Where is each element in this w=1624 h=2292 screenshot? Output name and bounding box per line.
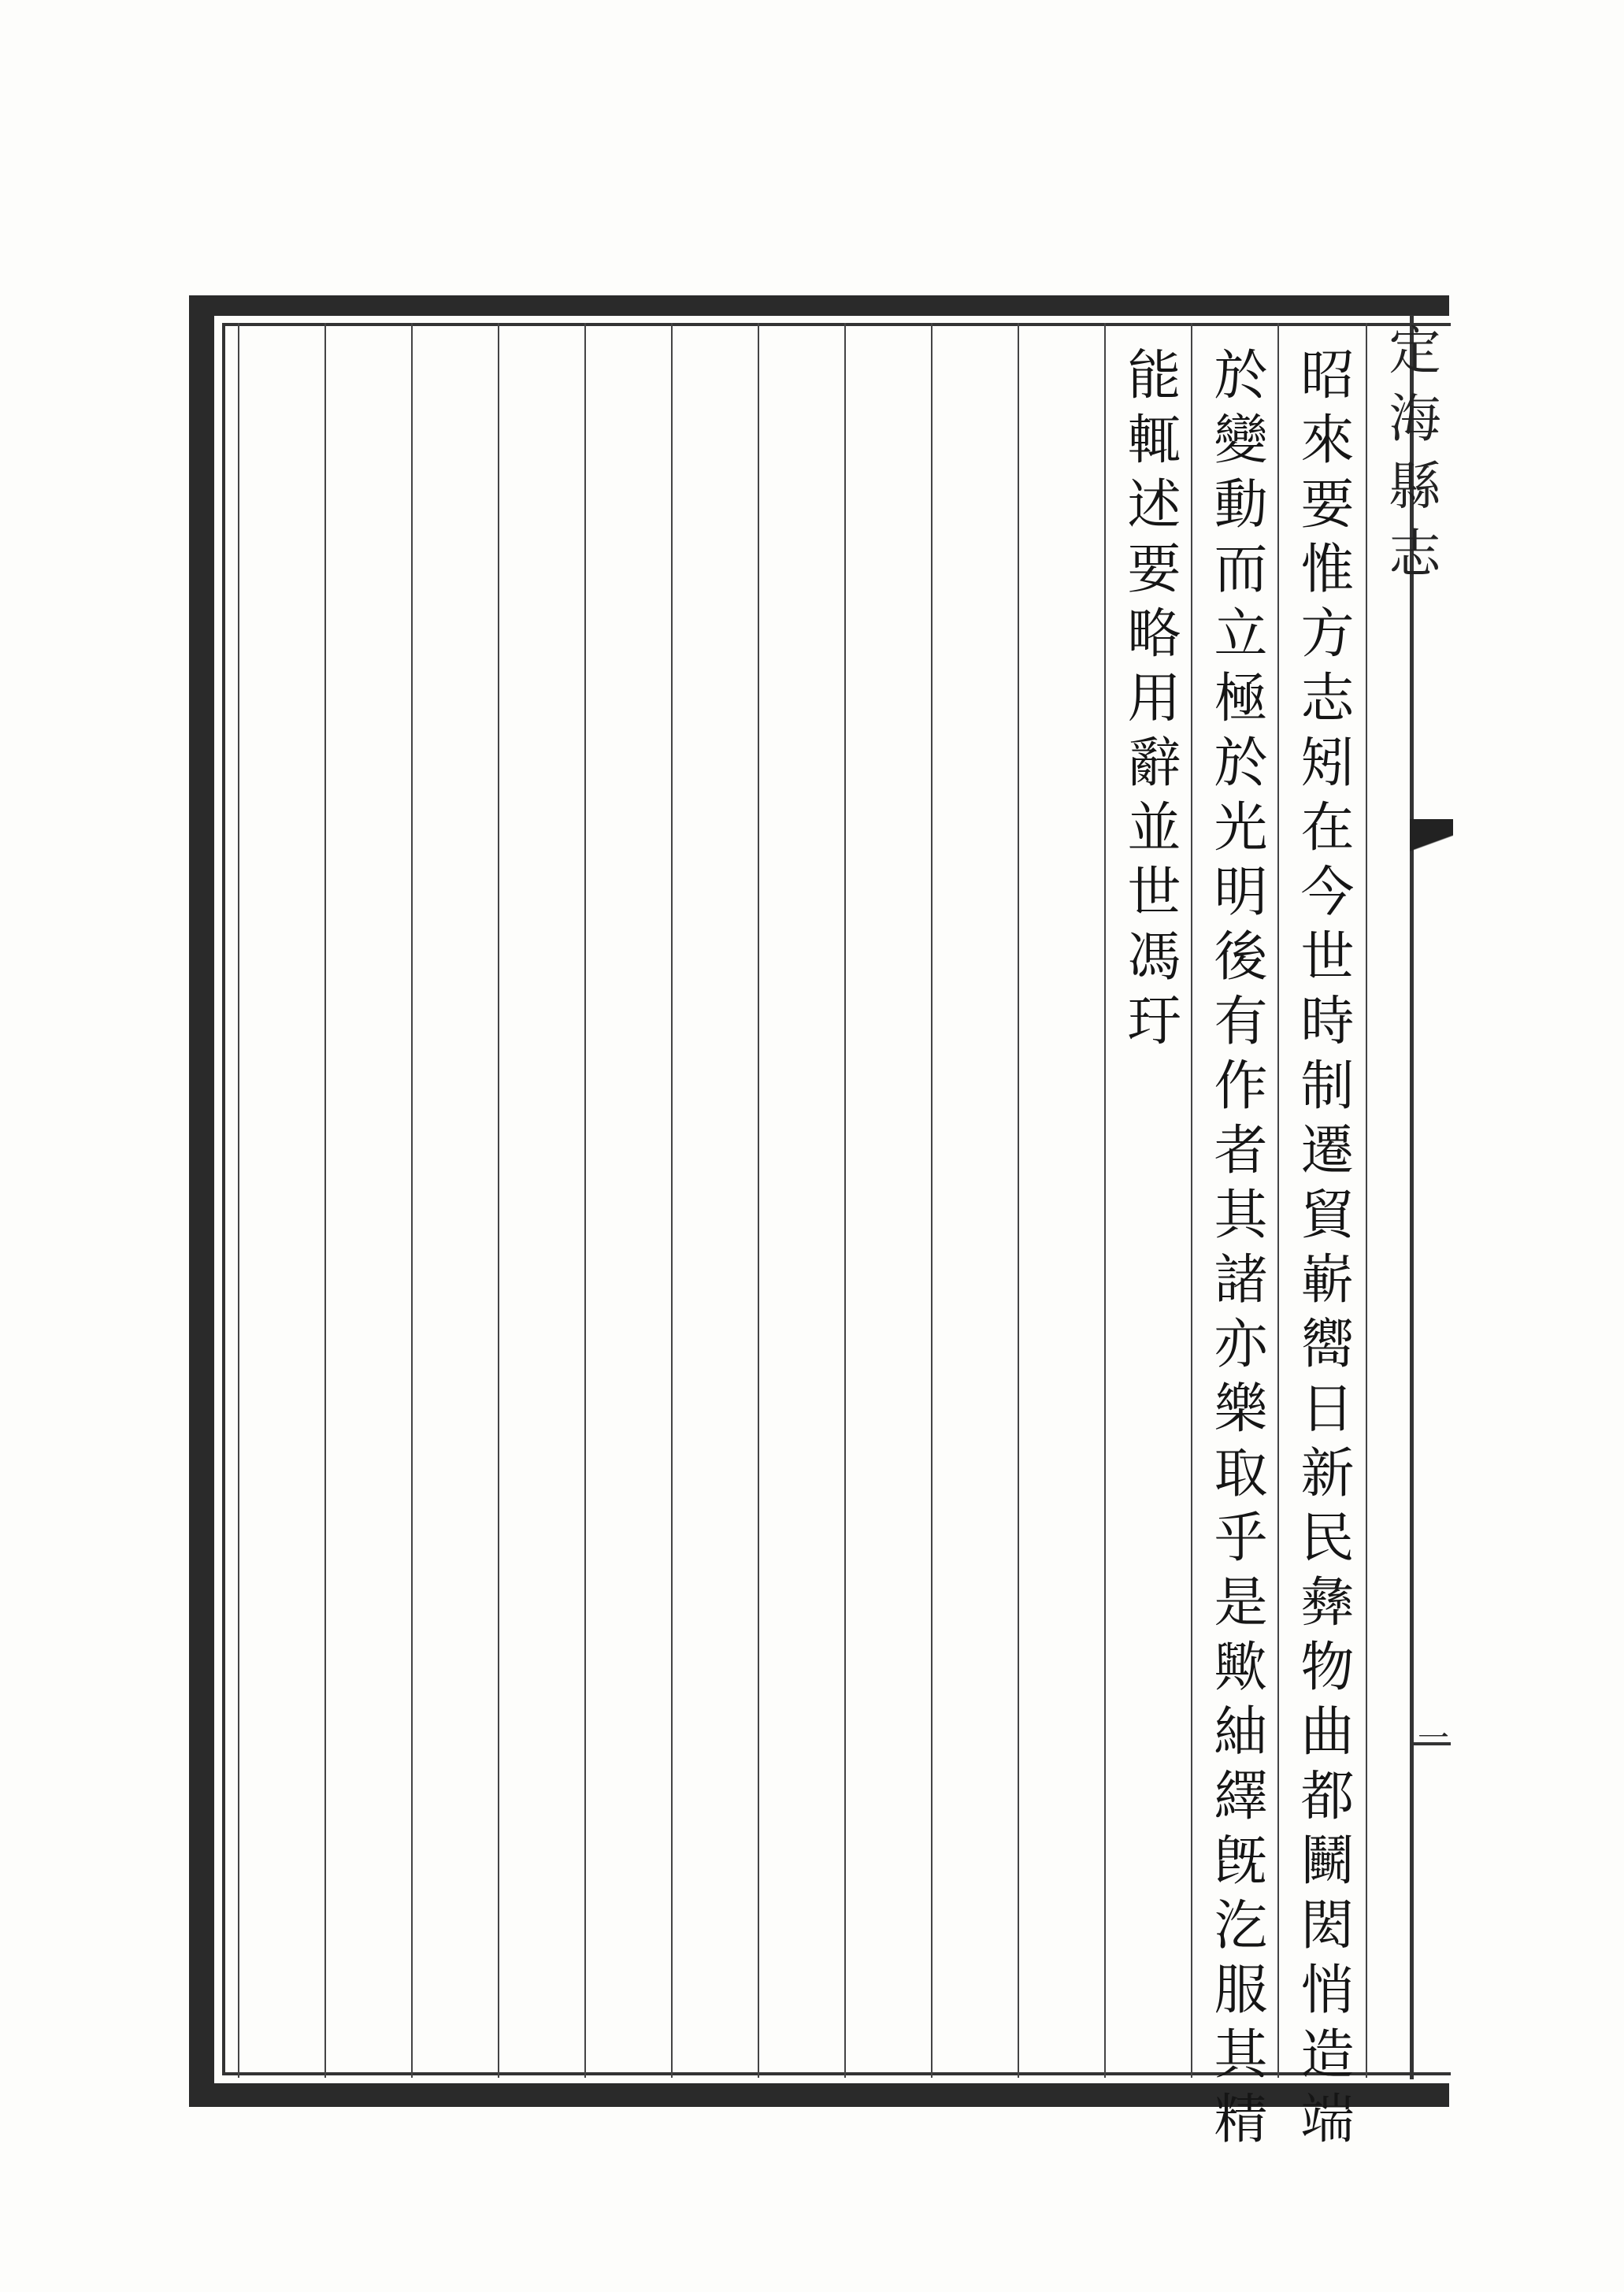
column-rule <box>238 323 239 2078</box>
column-rule <box>498 323 499 2078</box>
column-rule <box>1366 323 1367 2078</box>
column-rule <box>1191 323 1192 2078</box>
column-rule <box>1277 323 1279 2078</box>
column-rule <box>584 323 586 2078</box>
column-rule <box>324 323 326 2078</box>
text-column-2: 於變動而立極於光明後有作者其諸亦樂取乎是歟紬繹旣汔服其精 <box>1205 347 1267 2155</box>
column-rule <box>411 323 413 2078</box>
column-rule <box>844 323 846 2078</box>
fishtail-mark <box>1410 819 1453 866</box>
column-rule <box>931 323 933 2078</box>
column-rule <box>1018 323 1019 2078</box>
column-rule <box>758 323 759 2078</box>
banxin-title: 定海縣志 <box>1380 323 1440 594</box>
column-rule <box>671 323 673 2078</box>
column-rule <box>1104 323 1106 2078</box>
text-column-1: 昭來要惟方志矧在今世時制遷貿嶄嚮日新民彝物曲都鬭閎悄造端 <box>1292 347 1354 2155</box>
page-number: 一 <box>1418 1720 1449 1756</box>
text-column-3: 能輒述要略用辭並世馮玗 <box>1118 347 1181 1057</box>
